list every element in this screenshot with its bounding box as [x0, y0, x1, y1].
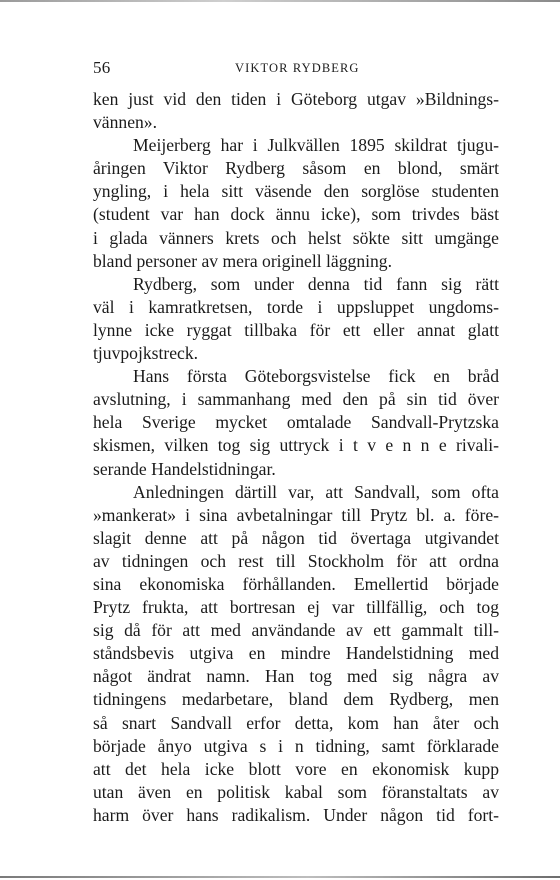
text-line: vännen». — [93, 112, 158, 133]
text-line: i glada vänners krets och helst sökte sitt umgänge — [93, 227, 499, 248]
page-header — [93, 58, 499, 80]
text-line: sina ekonomiska förhållanden. Emellertid började — [93, 573, 499, 594]
page-number: 56 — [93, 58, 111, 77]
bottom-edge-rule — [0, 876, 560, 878]
text-line: »mankerat» i sina avbetalningar till Prytz bl. a. före- — [93, 504, 499, 525]
text-line: av tidningen och rest till Stockholm för att ordna — [93, 550, 499, 571]
text-line: Rydberg, som under denna tid fann sig rätt — [133, 273, 499, 294]
text-line: serande Handelstidningar. — [93, 458, 276, 479]
text-line: Prytz frukta, att bortresan ej var tillfällig, och tog — [93, 597, 499, 618]
text-line: började ånyo utgiva s i n tidning, samt förklarade — [93, 735, 499, 756]
text-line: avslutning, i sammanhang med den på sin tid över — [93, 389, 499, 410]
text-line: något ändrat namn. Han tog med sig några av — [93, 666, 499, 687]
text-line: (student var han dock ännu icke), som trivdes bäst — [93, 204, 499, 225]
text-line: tidningens medarbetare, bland dem Rydberg, men — [93, 689, 499, 710]
body-text — [93, 88, 499, 827]
text-line: Anledningen därtill var, att Sandvall, som ofta — [133, 481, 499, 502]
text-line: så snart Sandvall erfor detta, kom han åter och — [93, 712, 499, 733]
text-line: ståndsbevis utgiva en mindre Handelstidning med — [93, 643, 499, 664]
text-line: yngling, i hela sitt väsende den sorglöse studenten — [93, 181, 499, 202]
text-line: åringen Viktor Rydberg såsom en blond, smärt — [93, 158, 499, 179]
text-line: bland personer av mera originell läggning. — [93, 250, 392, 271]
text-line: att det hela icke blott vore en ekonomisk kupp — [93, 758, 499, 779]
text-line: hela Sverige mycket omtalade Sandvall-Prytzska — [93, 412, 499, 433]
text-line: harm över hans radikalism. Under någon tid fort- — [93, 804, 499, 825]
text-line: väl i kamratkretsen, torde i uppsluppet ungdoms- — [93, 296, 499, 317]
text-line: skismen, vilken tog sig uttryck i t v e n n e rivali- — [93, 435, 499, 456]
running-head: VIKTOR RYDBERG — [235, 61, 360, 75]
text-line: slagit denne att på någon tid övertaga utgivandet — [93, 527, 499, 548]
text-line: Hans första Göteborgsvistelse fick en bråd — [133, 366, 499, 387]
text-line: utan även en politisk kabal som föranstaltats av — [93, 781, 499, 802]
text-line: lynne icke ryggat tillbaka för ett eller annat glatt — [93, 319, 499, 340]
top-edge-rule — [0, 0, 560, 2]
text-line: Meijerberg har i Julkvällen 1895 skildrat tjugu- — [133, 135, 499, 156]
text-line: sig då för att med användande av ett gammalt till- — [93, 620, 499, 641]
text-line: ken just vid den tiden i Göteborg utgav »Bildnings- — [93, 89, 499, 109]
text-line: tjuvpojkstreck. — [93, 343, 199, 364]
